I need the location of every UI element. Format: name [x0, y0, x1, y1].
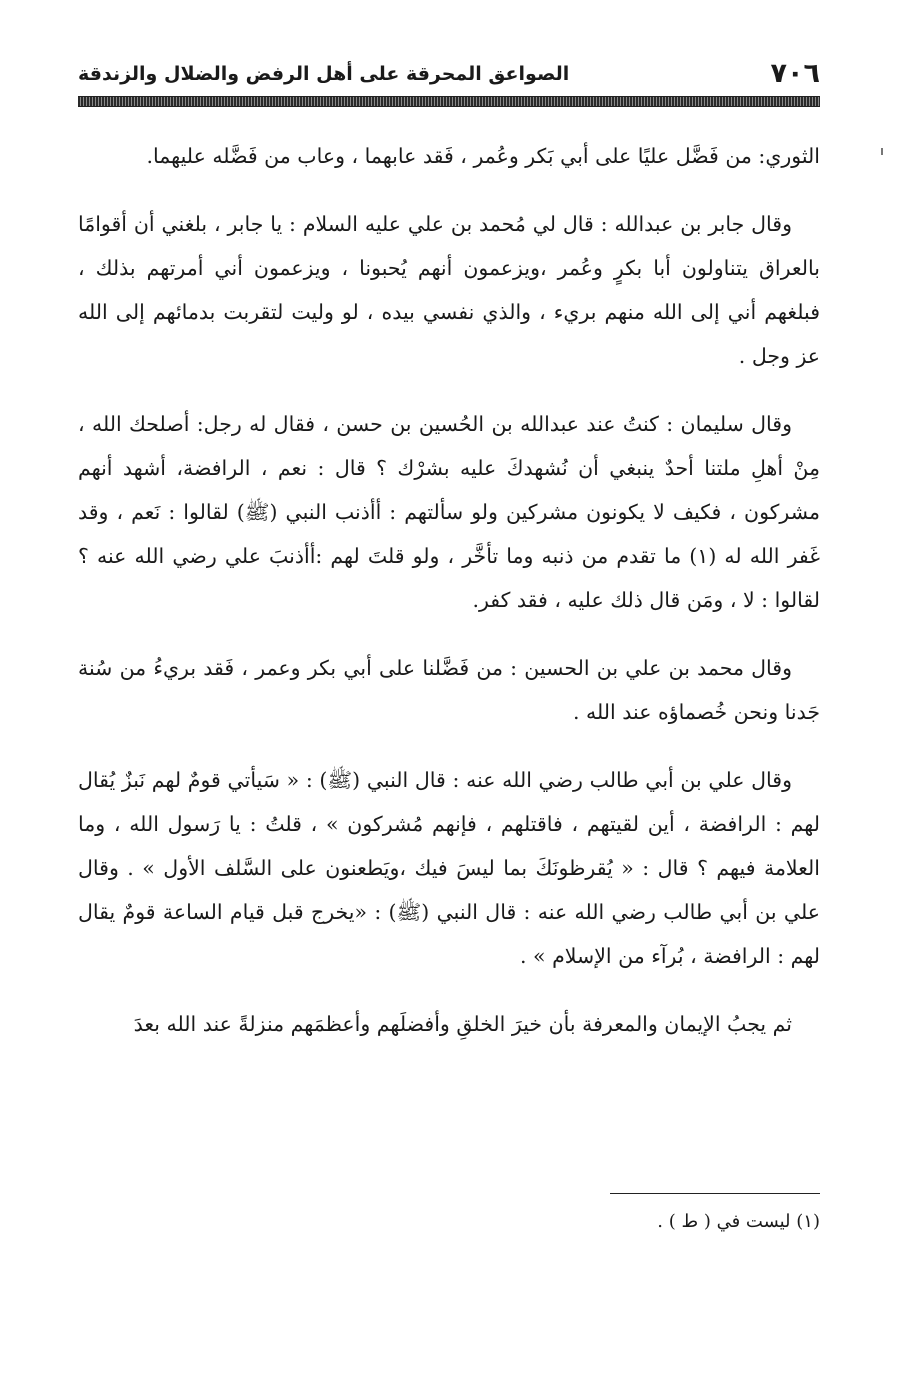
running-title: الصواعق المحرقة على أهل الرفض والضلال والزندقة [78, 63, 570, 85]
header-divider [78, 96, 820, 107]
paragraph: وقال سليمان : كنتُ عند عبدالله بن الحُسين بن حسن ، فقال له رجل: أصلحك الله ، مِنْ أهلِ ملتنا أحدٌ ينبغي أن نُشهدكَ عليه بشرْك ؟ قال : نعم ، الرافضة، أشهد أنهم مشركون ، فكيف لا يكونون مشركين ولو سألتهم : أأذنب النبي (ﷺ) لقالوا : نَعم ، وقد غَفر الله له (١) ما تقدم من ذنبه وما تأخَّر ، ولو قلتَ لهم :أأذنبَ علي رضي الله عنه ؟ لقالوا : لا ، ومَن قال ذلك عليه ، فقد كفر. [78, 412, 820, 612]
paragraph: الثوري: من فَضَّل عليًا على أبي بَكر وعُمر ، فَقد عابهما ، وعاب من فَضَّله عليهما. [146, 144, 820, 168]
page-number: ٧٠٦ [770, 58, 820, 89]
footnote: (١) ليست في ( ط ) . [657, 1211, 820, 1232]
paragraph: ثم يجبُ الإيمان والمعرفة بأن خيرَ الخلقِ وأفضلَهم وأعظمَهم منزلةً عند الله بعدَ [133, 1012, 792, 1036]
paragraph: وقال محمد بن علي بن الحسين : من فَضَّلنا على أبي بكر وعمر ، فَقد بريءُ من سُنة جَدنا ونحن خُصماؤه عند الله . [78, 656, 820, 724]
paragraph: وقال جابر بن عبدالله : قال لي مُحمد بن علي عليه السلام : يا جابر ، بلغني أن أقوامًا بالعراق يتناولون أبا بكرٍ وعُمر ،ويزعمون أنهم يُحبونا ، ويزعمون أني أمرتهم بذلك ، فبلغهم أني إلى الله منهم بريء ، والذي نفسي بيده ، لو وليت لتقربت بدمائهم إلى الله عز وجل . [78, 212, 820, 368]
paragraph: وقال علي بن أبي طالب رضي الله عنه : قال النبي (ﷺ) : « سَيأتي قومٌ لهم نَبزٌ يُقال لهم : الرافضة ، أين لقيتهم ، فاقتلهم ، فإنهم مُشركون » ، قلتُ : يا رَسول الله ، وما العلامة فيهم ؟ قال : « يُقرظونَكَ بما ليسَ فيك ،ويَطعنون على السَّلف الأول » . وقال علي بن أبي طالب رضي الله عنه : قال النبي (ﷺ) : «يخرج قبل قيام الساعة قومٌ يقال لهم : الرافضة ، بُرآء من الإسلام » . [78, 768, 820, 968]
main-text [78, 134, 820, 1070]
footnote-divider [610, 1193, 820, 1194]
margin-mark [881, 148, 883, 155]
page-header [78, 56, 820, 92]
